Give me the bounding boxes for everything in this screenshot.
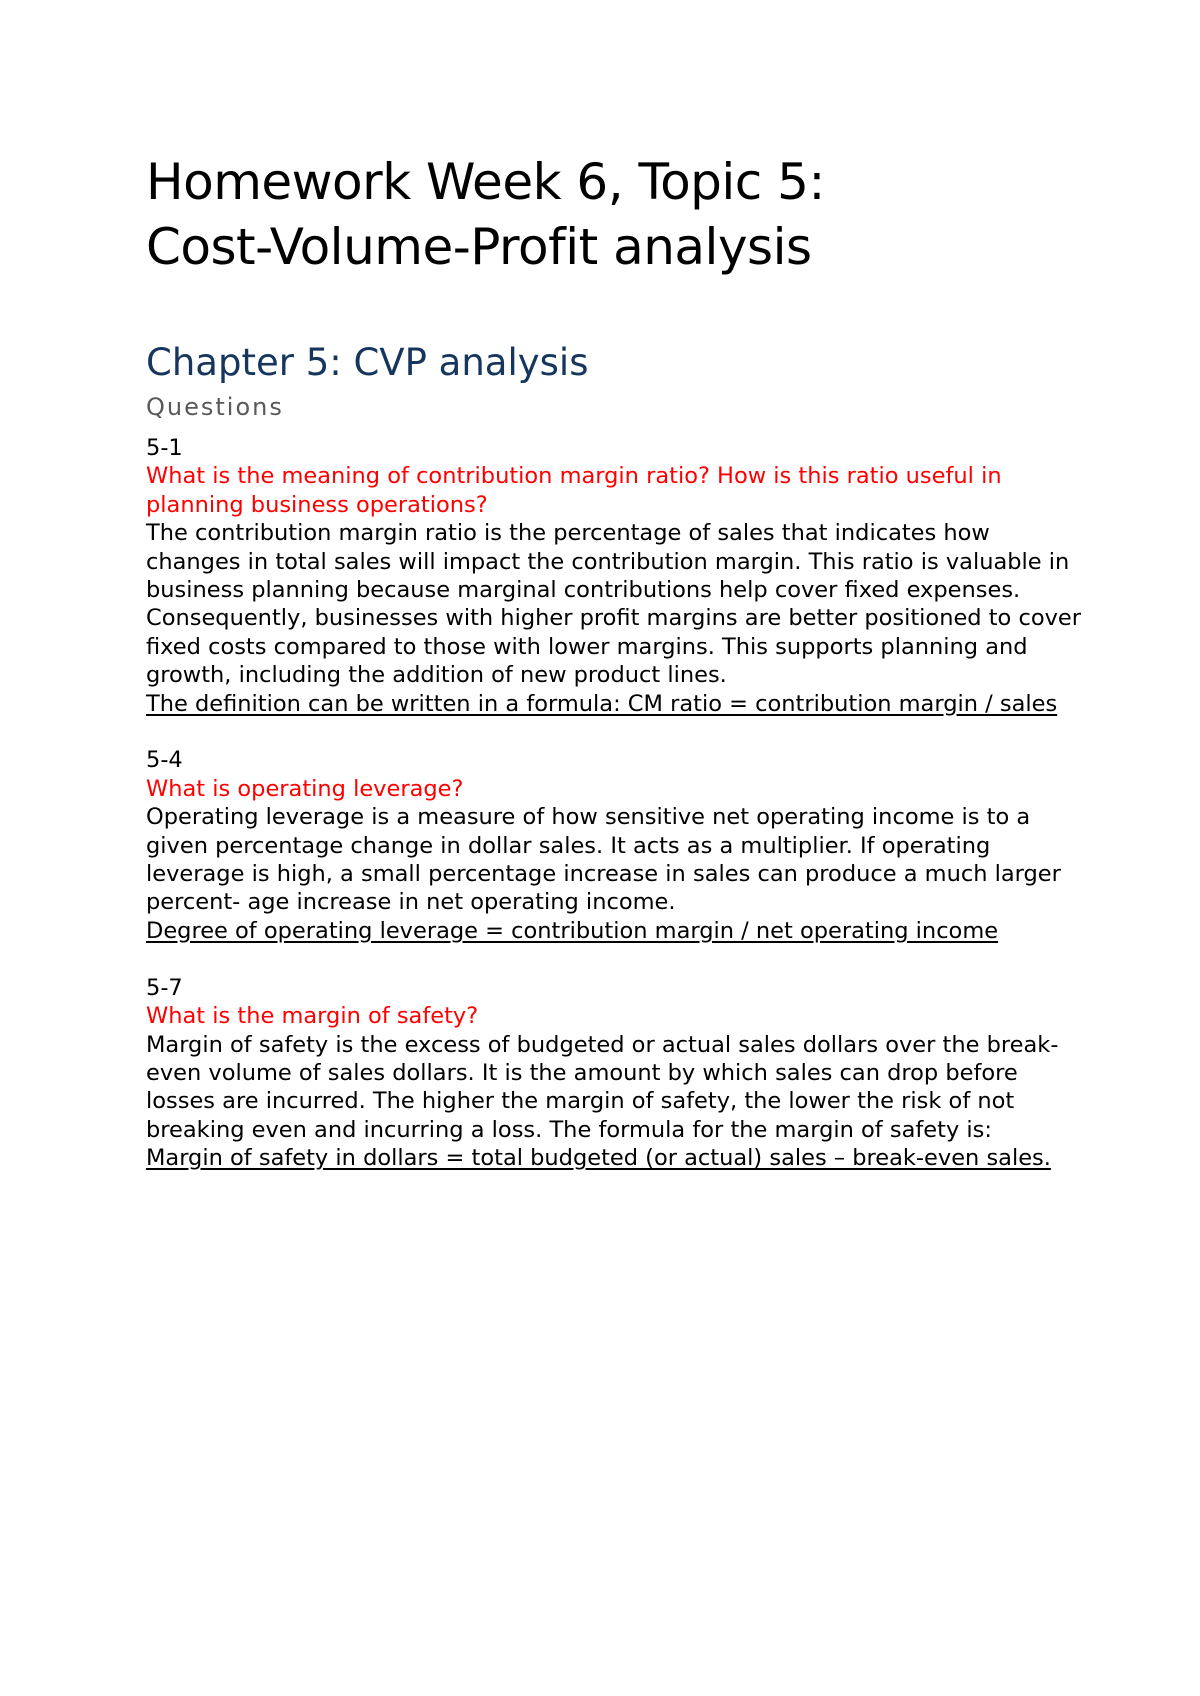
document-title [146,150,1086,280]
question-number: 5-4 [146,747,183,774]
question-text: What is the meaning of contribution margin ratio? How is this ratio useful in planning business operations? [146,463,1002,518]
question-block-5-4 [146,746,1086,945]
formula-text: Degree of operating leverage = contribution margin / net operating income [146,917,999,944]
document-page [146,150,1086,1173]
answer-text: Operating leverage is a measure of how sensitive net operating income is to a given percentage change in dollar sales. It acts as a multiplier. If operating leverage is high, a small percentage increase in sales can produce a much larger percent- age increase in net operating income. [146,804,1061,916]
chapter-heading: Chapter 5: CVP analysis [146,341,589,384]
document-title-line-1: Homework Week 6, Topic 5: [146,153,825,211]
question-text: What is the margin of safety? [146,1003,479,1030]
question-number: 5-7 [146,974,183,1001]
answer-text: Margin of safety is the excess of budgeted or actual sales dollars over the break-even volume of sales dollars. It is the amount by which sales can drop before losses are incurred. The higher the margin of safety, the lower the risk of not breaking even and incurring a loss. The formula for the margin of safety is: [146,1031,1059,1143]
answer-text: The contribution margin ratio is the percentage of sales that indicates how changes in total sales will impact the contribution margin. This ratio is valuable in business planning because marginal contributions help cover fixed expenses. Consequently, businesses with higher profit margins are better positioned to cover fixed costs compared to those with lower margins. This supports planning and growth, including the addition of new product lines. [146,520,1082,689]
section-subtitle: Questions [146,393,284,421]
formula-text: The definition can be written in a formula: CM ratio = contribution margin / sales [146,690,1058,717]
question-text: What is operating leverage? [146,775,464,802]
document-title-line-2: Cost-Volume-Profit analysis [146,218,812,276]
question-block-5-7 [146,974,1086,1173]
question-block-5-1 [146,434,1086,718]
formula-text: Margin of safety in dollars = total budgeted (or actual) sales – break-even sales. [146,1145,1051,1172]
question-number: 5-1 [146,435,183,461]
